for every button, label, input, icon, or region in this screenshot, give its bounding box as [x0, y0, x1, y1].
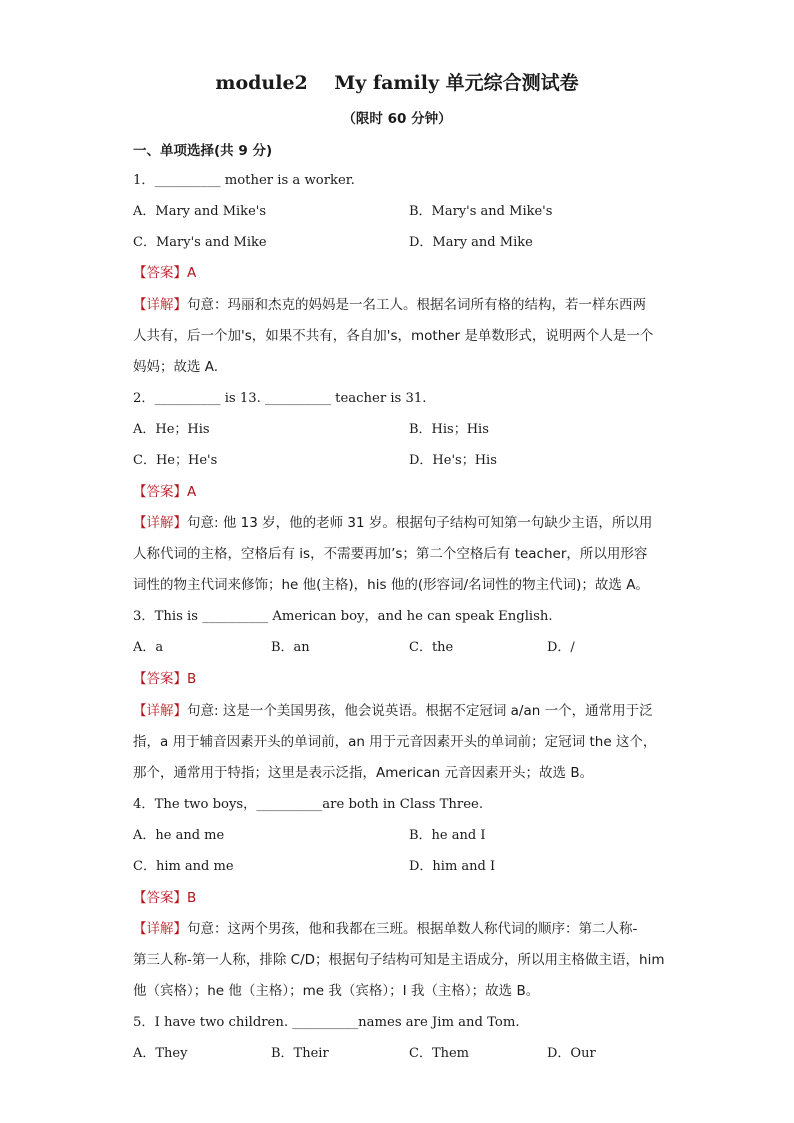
q4-detail-line-3: 他（宾格）；he 他（主格）；me 我（宾格）；I 我（主格）；故选 B。 — [133, 983, 540, 999]
time-limit: （限时 60 分钟） — [342, 111, 452, 127]
q1-detail-line-1 — [133, 295, 646, 315]
q4-option-d: D．him and I — [409, 859, 496, 874]
detail-label: 【详解】 — [133, 297, 187, 313]
q2-detail-line-1 — [133, 513, 652, 533]
question-4-stem: 4．The two boys，__________are both in Class Three. — [133, 797, 484, 812]
q3-option-c: C．the — [409, 640, 454, 655]
q4-detail-line-2: 第三人称-第一人称，排除 C/D；根据句子结构可知是主语成分，所以用主格做主语，him — [133, 952, 665, 968]
answer-label: 【答案】 — [133, 265, 187, 281]
q3-option-d: D．/ — [547, 640, 575, 655]
q3-answer — [133, 669, 196, 689]
q4-option-c: C．him and me — [133, 859, 234, 874]
question-1-stem: 1．__________ mother is a worker. — [133, 173, 355, 188]
q3-option-a: A．a — [133, 640, 164, 655]
q4-option-b: B．he and I — [409, 828, 486, 843]
q3-detail-line-1 — [133, 701, 653, 721]
q2-option-d: D．He's；His — [409, 453, 497, 468]
answer-label: 【答案】 — [133, 484, 187, 500]
q2-option-b: B．His；His — [409, 422, 489, 437]
q1-answer — [133, 263, 196, 283]
q3-option-b: B．an — [271, 640, 310, 655]
q4-detail-line-1 — [133, 919, 637, 939]
q2-option-a: A．He；His — [133, 422, 210, 437]
q2-option-c: C．He；He's — [133, 453, 218, 468]
q2-answer — [133, 482, 196, 502]
question-5-stem: 5．I have two children. __________names are Jim and Tom. — [133, 1015, 520, 1030]
detail-text: 句意：这两个男孩，他和我都在三班。根据单数人称代词的顺序：第二人称- — [187, 921, 638, 937]
q3-detail-line-3: 那个，通常用于特指；这里是表示泛指，American 元音因素开头；故选 B。 — [133, 765, 594, 781]
question-3-stem: 3．This is __________ American boy，and he can speak English. — [133, 609, 553, 624]
q4-option-a: A．he and me — [133, 828, 225, 843]
q1-option-b: B．Mary's and Mike's — [409, 204, 553, 219]
answer-value: A — [187, 484, 197, 500]
answer-value: B — [187, 890, 197, 906]
detail-text: 句意: 他 13 岁，他的老师 31 岁。根据句子结构可知第一句缺少主语，所以用 — [187, 515, 653, 531]
detail-label: 【详解】 — [133, 921, 187, 937]
detail-label: 【详解】 — [133, 515, 187, 531]
q5-option-d: D．Our — [547, 1046, 596, 1061]
q5-option-c: C．Them — [409, 1046, 470, 1061]
answer-value: A — [187, 265, 197, 281]
detail-text: 句意：玛丽和杰克的妈妈是一名工人。根据名词所有格的结构，若一样东西两 — [187, 297, 646, 313]
section-heading: 一、单项选择(共 9 分) — [133, 143, 273, 159]
q1-detail-line-3: 妈妈；故选 A. — [133, 359, 219, 375]
answer-label: 【答案】 — [133, 890, 187, 906]
q1-detail-line-2: 人共有，后一个加's，如果不共有，各自加's，mother 是单数形式，说明两个人是一个 — [133, 328, 654, 344]
q1-option-c: C．Mary's and Mike — [133, 235, 267, 250]
q1-option-a: A．Mary and Mike's — [133, 204, 267, 219]
q5-option-a: A．They — [133, 1046, 188, 1061]
answer-label: 【答案】 — [133, 671, 187, 687]
q3-detail-line-2: 指，a 用于辅音因素开头的单词前，an 用于元音因素开头的单词前；定冠词 the 这个， — [133, 734, 657, 750]
question-2-stem: 2．__________ is 13. __________ teacher is 31. — [133, 391, 427, 406]
q2-detail-line-3: 词性的物主代词来修饰；he 他(主格)，his 他的(形容词/名词性的物主代词)；故选 A。 — [133, 577, 649, 593]
q4-answer — [133, 888, 196, 908]
detail-label: 【详解】 — [133, 703, 187, 719]
q5-option-b: B．Their — [271, 1046, 329, 1061]
q2-detail-line-2: 人称代词的主格，空格后有 is，不需要再加’s；第二个空格后有 teacher，所以用形容 — [133, 546, 648, 562]
q1-option-d: D．Mary and Mike — [409, 235, 533, 250]
answer-value: B — [187, 671, 197, 687]
page-title: module2 My family 单元综合测试卷 — [215, 72, 579, 94]
detail-text: 句意: 这是一个美国男孩，他会说英语。根据不定冠词 a/an 一个，通常用于泛 — [187, 703, 653, 719]
